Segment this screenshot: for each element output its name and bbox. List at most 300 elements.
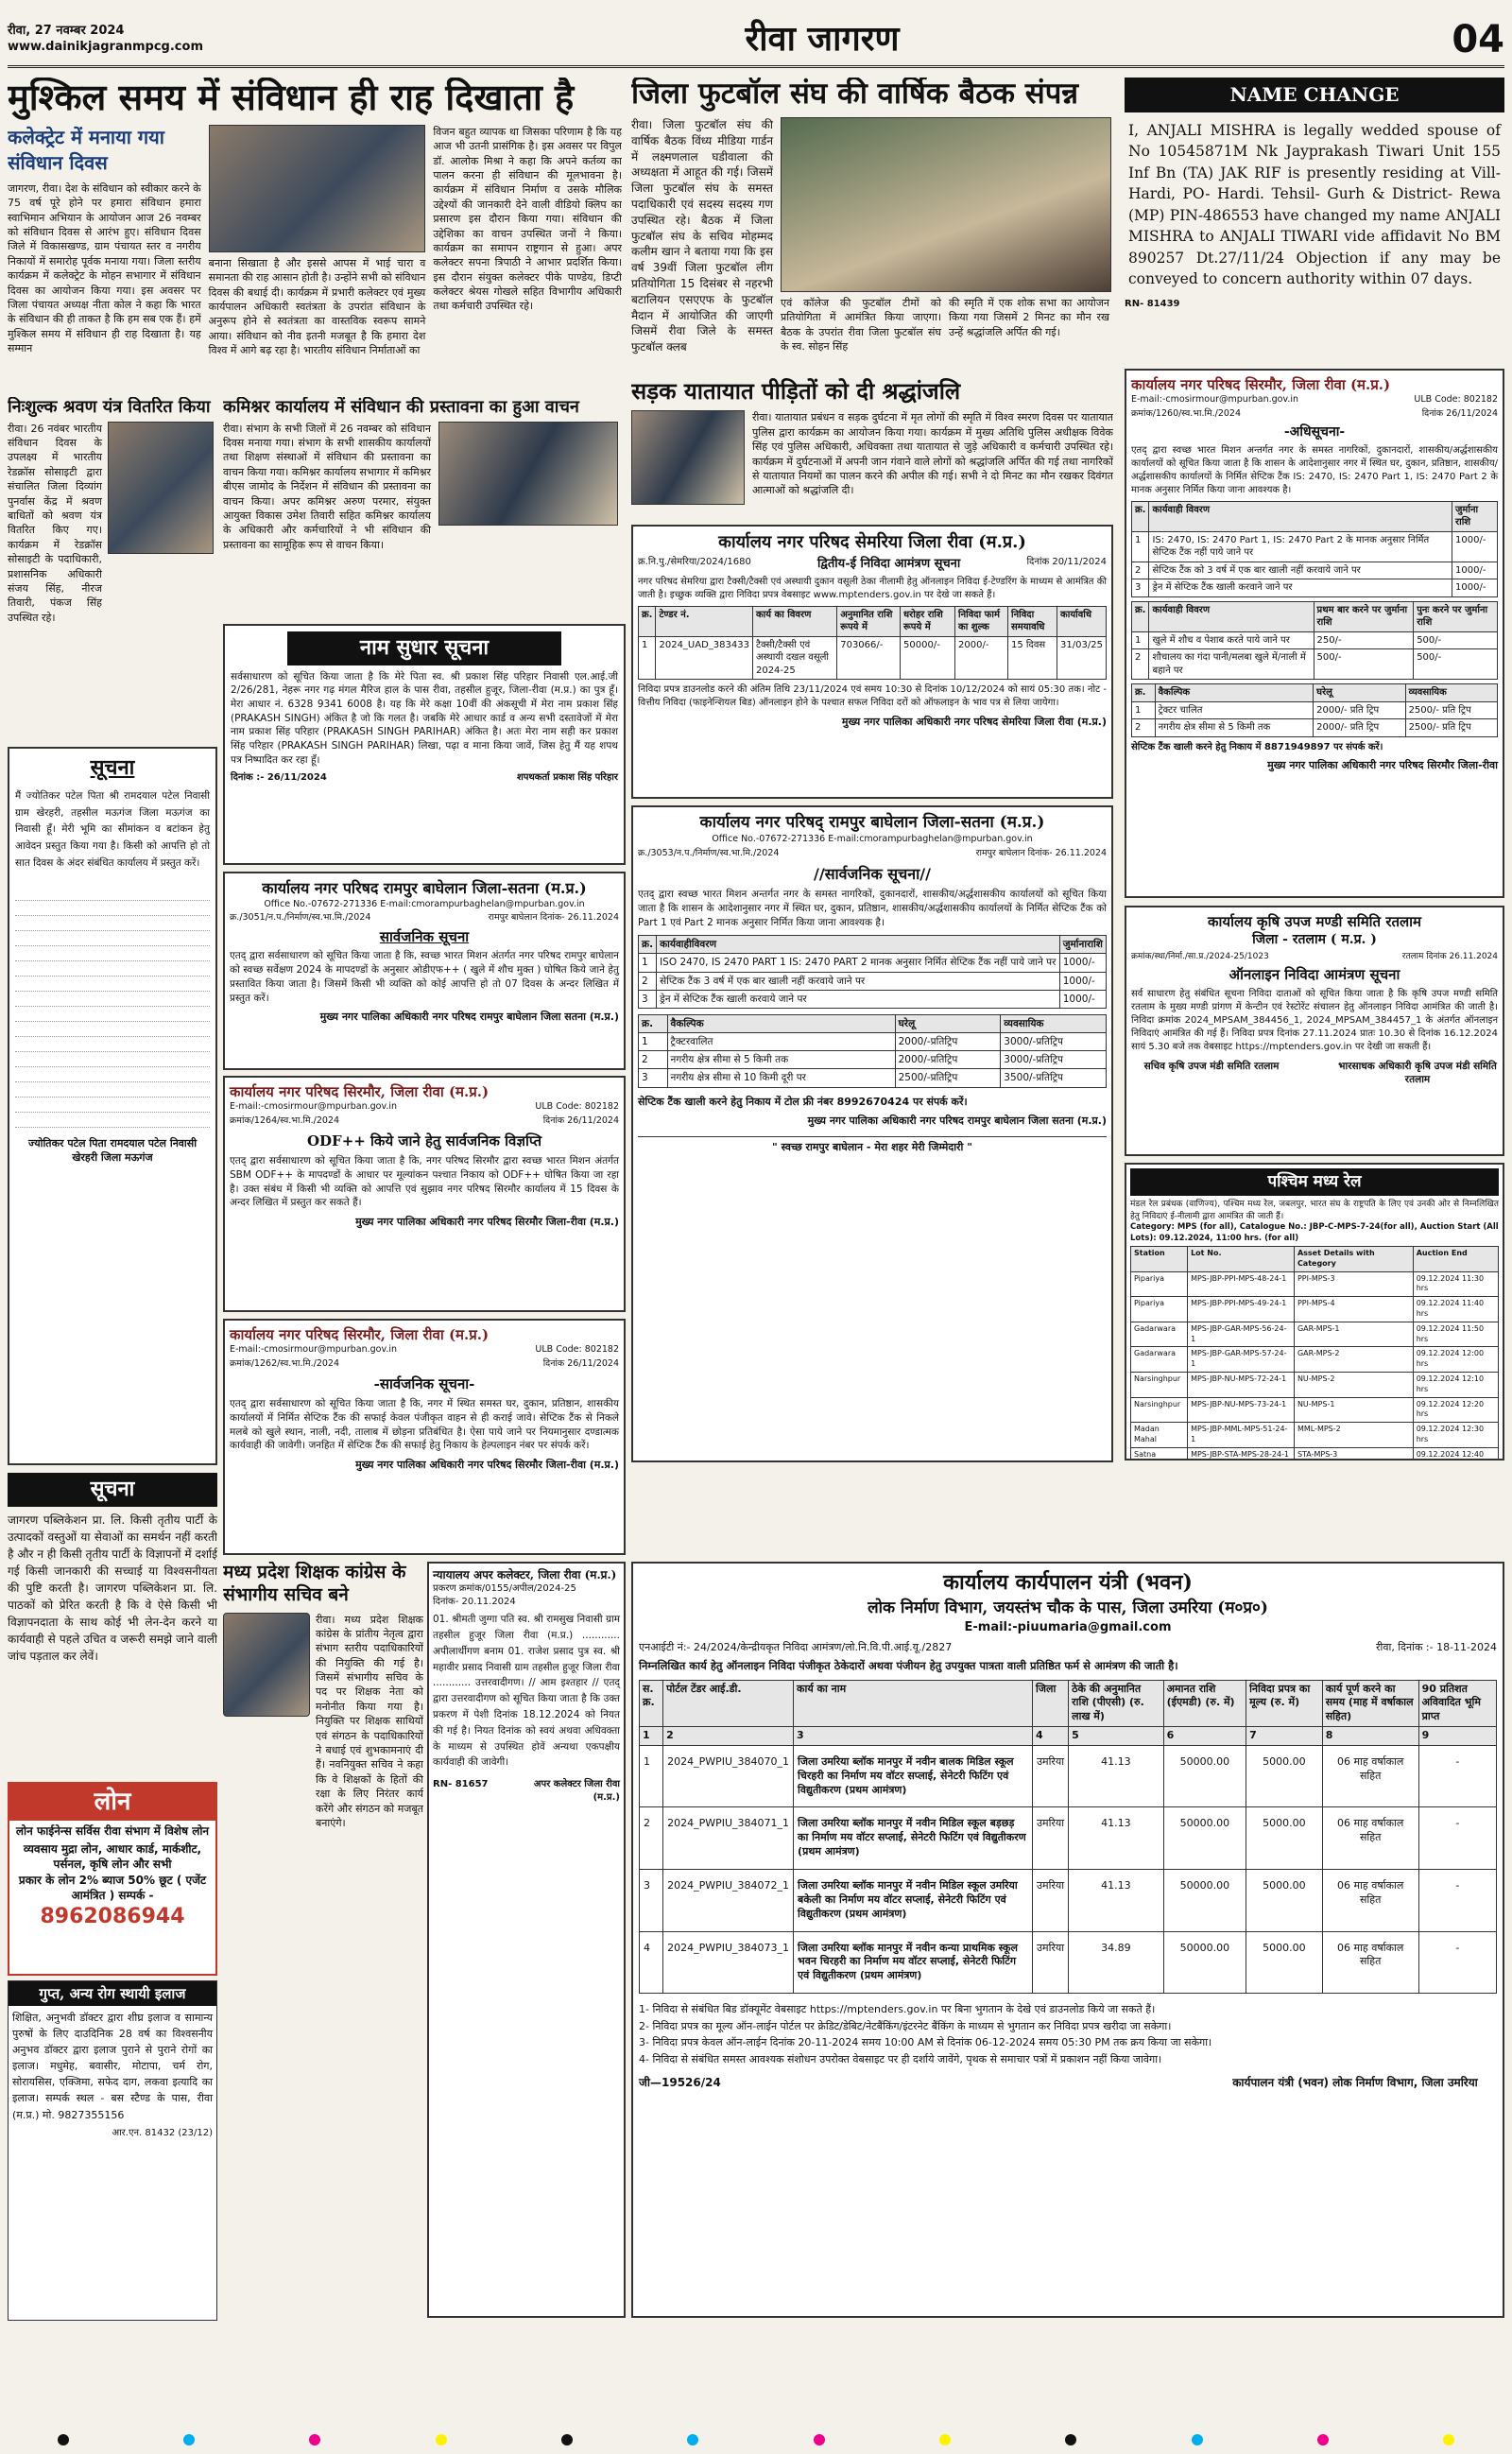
auction-table [1130,1246,1499,1460]
cell: 41.13 [1069,1745,1164,1807]
cell: 2 [639,1051,668,1069]
col-header: घरेलू [895,1014,1001,1032]
col-header: क्र. [1132,684,1156,702]
col-number: 3 [794,1727,1033,1746]
table-row [640,1745,1497,1807]
cell: उमरिया [1032,1869,1068,1931]
cell: 50000.00 [1163,1745,1246,1807]
table-row [1131,1297,1499,1322]
semariya-tender-ad [631,525,1113,799]
cell: 2500/- प्रति ट्रिप [1405,701,1497,719]
cell: 1000/- [1452,562,1498,579]
website-url[interactable]: www.dainikjagranmpcg.com [8,39,203,54]
story-hearing-aid [8,397,217,737]
cell: NU-MPS-1 [1294,1397,1413,1423]
table-row [1132,531,1498,562]
cell: MML-MPS-2 [1294,1423,1413,1448]
cell: Pipariya [1131,1271,1188,1297]
body: एतद् द्वारा सर्वसाधारण को सूचित किया जाता है कि, स्वच्छ भारत मिशन अंतर्गत नगर परिषद रामपुर बाघेलान को स्वच्छ सर्वेक्षण 2024 के मापदण्डों के अनुसार ओडीएफ++ ( खुले में शौच मुक्त ) घोषित किये जाने हेतु प्रस्तावित किया जाता है। जिसमें किसी भी व्यक्ति को कोई आपत्ति हो तो 07 दिवस के अन्दर लिखित में प्रस्तुत करें। [230,950,619,1004]
cell: 500/- [1414,631,1498,649]
notice-date: दिनांक 26/11/2024 [542,1358,619,1370]
sirmour-odf-ad [223,1076,626,1312]
col-header: निविदा फार्म का शुल्क [955,606,1008,636]
cell: नगरीय क्षेत्र सीमा से 5 किमी तक [667,1051,895,1069]
cell: 500/- [1314,649,1414,680]
table-row [640,1931,1497,1994]
cell: 1 [639,1033,668,1051]
cell: 09.12.2024 12:20 hrs [1413,1397,1498,1423]
cell: 2 [1132,562,1149,579]
cell: Narsinghpur [1131,1397,1188,1423]
cell: टैक्सी/टैक्सी एवं अस्थायी दखल वसूली 2024-25 [752,636,836,680]
registration-dot [561,2434,573,2445]
notice-date: रामपुर बाघेलान दिनांक- 26.11.2024 [975,847,1107,858]
cell: 2500/-प्रतिट्रिप [895,1069,1001,1087]
body: सर्वसाधारण को सूचित किया जाता है कि मेरे पिता स्व. श्री प्रकाश सिंह परिहार निवासी एल.आई.जी 2/26/281, नेहरू नगर गढ़ मंगल मैरिज हाल के पास रीवा, तहसील हुजूर, जिला-रीवा (म.प्र.) का पुत्र हूँ। मेरा आधार नं. 6328 9341 6008 है। यह कि मेरे कक्षा 10वीं की अंकसूची में मेरा नाम प्रकाश सिंह (PRAKASH SINGH) अंकित है जो कि गलत है। जबकि मेरे आधार कार्ड व अन्य सभी दस्तावेजों में मेरा नाम प्रकाश सिंह परिहार (PRAKASH SINGH PARIHAR) अंकित है। अतः मेरा नाम सही कर प्रकाश सिंह परिहार (PRAKASH SINGH PARIHAR) लिखा, पढ़ा व माना किया जावें, जिस हेतु मैं यह शपथ पत्र निष्पादित कर रहा हूँ। [231,670,618,766]
cell: उमरिया [1032,1931,1068,1994]
subhead: कलेक्ट्रेट में मनाया गया संविधान दिवस [8,125,164,174]
ref-number: RN- 81439 [1125,298,1180,309]
body-column-2: बनाना सिखाता है और इससे आपस में भाई चारा व समानता की राह आसान होती है। उन्होंने सभी को संविधान दिवस की बधाई दी। कार्यक्रम में प्रभारी कलेक्टर एवं मुख्य कार्यपालन अधिकारी स्वतंत्रता के उपरांत संविधान के अनुरूप होने से स्वतंत्रता का वास्तविक स्वरूप सामने आया। संविधान को नीव इतनी मजबूत है कि हमारा देश विश्व में आगे बढ़ रहा है। भारतीय संविधान निर्माताओं का [208,256,426,357]
tariff-table [1131,683,1498,737]
col-header: निविदा समयावधि [1008,606,1057,636]
table-row [639,1069,1107,1087]
story-teachers-congress [223,1562,423,2318]
ad-title: गुप्त, अन्य रोग स्थायी इलाज [9,1981,216,2006]
cell: 34.89 [1069,1931,1164,1994]
cell: 1 [640,1745,663,1807]
col-header: धरोहर राशि रूपये में [901,606,955,636]
line-2: व्यवसाय मुद्रा लोन, आधार कार्ड, मार्कशीट, पर्सनल, कृषि लोन और सभी [23,1842,202,1872]
body-column-2: एवं कॉलेज की फुटबॉल टीमों को प्रतियोगिता में आमंत्रित किया जाएगा। बैठक के उपरांत रीवा जिला फुटबॉल संघ के स्व. सोहन सिंह [781,297,941,354]
col-header: कार्यवाहीविवरण [657,936,1060,954]
body: रीवा। मध्य प्रदेश शिक्षक कांग्रेस के प्रांतीय नेतृत्व द्वारा संभाग स्तरीय पदाधिकारियों की नियुक्ति की गई है। जिसमें संभागीय सचिव के पद पर शिक्षक नेता को मनोनीत किया गया है। नियुक्ति पर शिक्षक साथियों एवं संगठन के पदाधिकारियों ने बधाई एवं शुभकामनाएं दी हैं। नवनियुक्त सचिव ने कहा कि वे शिक्षकों के हितों की रक्षा के लिए निरंतर कार्य करेंगे और संगठन को मजबूत बनाएंगे। [316,1613,423,1829]
cell: 50000.00 [1163,1807,1246,1870]
cell: Gadarwara [1131,1347,1188,1373]
story-football-meeting [631,78,1113,371]
office-name: कार्यालय नगर परिषद् रामपुर बाघेलान जिला-सतना (म.प्र.) [699,813,1045,832]
cell: 31/03/25 [1057,636,1107,680]
cell: Gadarwara [1131,1322,1188,1347]
notice-date: रामपुर बाघेलान दिनांक- 26.11.2024 [488,912,619,924]
body: सर्व साधारण हेतु संबंधित सूचना निविदा दाताओं को सूचित किया जाता है कि कृषि उपज मण्डी समिति रतलाम के मुख्य मण्डी प्रांगण में केन्टीन एवं रेस्टोरेंट संचालन हेतु ऑनलाइन निविदा आमंत्रित की जाती है। निविदा क्रमांक 2024_MPSAM_384456_1, 2024_MPSAM_384457_1 के अंतर्गत ऑनलाइन निविदाएं आमंत्रित की गई हैं। निविदा प्रपत्र दिनांक 27.11.2024 प्रातः 10.30 से दिनांक 16.12.2024 सायं 5.30 बजे तक वेबसाइट https://mptenders.gov.in पर देखी जा सकती हैं। [1131,988,1498,1052]
table-row [1132,562,1498,579]
col-number: 9 [1418,1727,1496,1746]
cell: MPS-JBP-MML-MPS-51-24-1 [1188,1423,1295,1448]
body: शिक्षित, अनुभवी डॉक्टर द्वारा शीघ्र इलाज व सामान्य पुरुषों के लिए दाउदिनिक 28 वर्ष का विश्वसनीय अनुभव डॉक्टर द्वारा इलाज पुराने से पुराने रोगों का इलाज। मधुमेह, बवासीर, मोटापा, चर्म रोग, सोरायसिस, एक्जिमा, सफेद दाग, लकवा इत्यादि का इलाज। सम्पर्क स्थल - बस स्टैण्ड के पास, रीवा (म.प्र.) मो. 9827355156 [12,2012,213,2121]
notice-title: सूचना [8,1473,217,1507]
col-header: वैकल्पिक [1155,684,1314,702]
cell: 2500/- प्रति ट्रिप [1405,719,1497,737]
col-header: निविदा प्रपत्र का मूल्य (रु. में) [1246,1680,1323,1727]
registration-dot [309,2434,320,2445]
cell: PPI-MPS-3 [1294,1271,1413,1297]
cell: 2000/-प्रतिट्रिप [895,1051,1001,1069]
story-constitution-day [8,78,622,389]
notice-title: ODF++ किये जाने हेतु सार्वजनिक विज्ञप्ति [306,1132,542,1149]
body-column-1: रीवा। जिला फुटबॉल संघ की वार्षिक बैठक विंध्य मीडिया गार्डन में लक्ष्मणलाल घडीवाला की अध्यक्षता में आहूत की गई। जिसमें जिला फुटबॉल संघ के समस्त पदाधिकारी एवं सदस्य सदस्य गण उपस्थित रहे। बैठक में जिला फुटबॉल संघ के सचिव मोहम्मद कलीम खान ने बताया गया कि इस वर्ष 39वीं जिला फुटबॉल लीग प्रतियोगिता 15 दिसंबर से नहरभी बटालियन एसएएफ के फुटबॉल मैदान में आयोजित की जाएगी जिसमें रीवा जिले के समस्त फुटबॉल क्लब [631,118,773,354]
registration-dot [1065,2434,1076,2445]
cell: 2 [640,1807,663,1870]
cell: उमरिया [1032,1745,1068,1807]
cell: 09.12.2024 12:30 hrs [1413,1423,1498,1448]
cell: NU-MPS-2 [1294,1373,1413,1398]
cell: 41.13 [1069,1807,1164,1870]
office-name: कार्यालय कार्यपालन यंत्री (भवन) [943,1570,1193,1595]
body: एतद् द्वारा स्वच्छ भारत मिशन अन्तर्गत नगर के समस्त नागरिकों, दुकानदारों, शासकीय/अर्द्धशासकीय कार्यालयों को सूचित किया जाता है कि शासन के आदेशानुसार नगर में स्थित घर, दुकान, प्रतिष्ठान, शासकीय/अर्द्धशासकीय कार्यालयों के निर्मित सेप्टिक टैंक IS: 2470, IS: 2470 Part 1, IS: 2470 Part 2 के मानक अनुसार निर्मित किया जाना आवश्यक है। [1131,444,1498,495]
cell: Madan Mahal [1131,1423,1188,1448]
pwd-tender-ad [631,1562,1504,2318]
ulb-code: ULB Code: 802182 [535,1101,619,1113]
ref-number: क्रमांक/स्था/निर्मा./सा.प्र./2024-25/1023 [1131,952,1269,962]
cell: 5000.00 [1246,1931,1323,1994]
phone-number[interactable]: 8962086944 [40,1905,185,1929]
col-header: Asset Details with Category [1294,1247,1413,1272]
cell: 06 माह वर्षाकाल सहित [1322,1869,1418,1931]
signature: ज्योतिकर पटेल पिता रामदयाल पटेल निवासी खेरहरी जिला मऊगंज [27,1136,198,1164]
slogan: " स्वच्छ रामपुर बाघेलान - मेरा शहर मेरी जिम्मेदारी " [638,1136,1107,1155]
body: मैं ज्योतिकर पटेल पिता श्री रामदयाल पटेल निवासी ग्राम खेरहरी, तहसील मऊगंज जिला मऊगंज का निवासी हूँ। मेरी भूमि का सीमांकन व बटांकन हेतु आवेदन प्रस्तुत किया गया है। किसी को आपत्ति हो तो सात दिवस के अंदर संबंधित कार्यालय में प्रस्तुत करें। [15,789,210,870]
cell: 50000.00 [1163,1931,1246,1994]
filler-lines [15,886,210,1128]
registration-dot [1317,2434,1329,2445]
office-name: कार्यालय नगर परिषद सिरमौर, जिला रीवा (म.प्र.) [230,1326,490,1343]
body-column-3: की स्मृति में एक शोक सभा का आयोजन किया गया जिसमें 2 मिनट का मौन रख उन्हें श्रद्धांजलि अर्पित की गई। [949,297,1109,338]
cell: 2000/-प्रतिट्रिप [895,1033,1001,1051]
notice-date: दिनांक 26/11/2024 [542,1115,619,1127]
col-header: Lot No. [1188,1247,1295,1272]
table-row [640,1807,1497,1870]
cell: 3000/-प्रतिट्रिप [1001,1033,1107,1051]
name-change-body: I, ANJALI MISHRA is legally wedded spouse of No 10545871M Nk Jayprakash Tiwari Unit 155 Inf Bn (TA) JAK RIF is presently residing at Vill-Hardi, PO- Hardi. Tehsil- Gurh & District- Rewa (MP) PIN-486553 have changed my name ANJALI MISHRA to ANJALI TIWARI vide affidavit No BM 890257 Dt.27/11/24 Objection if any may be conveyed to concern authority within 07 days. [1128,122,1501,288]
col-header: क्र. [1132,601,1149,631]
col-header: कार्यवाही विवरण [1149,601,1314,631]
name-change-title: NAME CHANGE [1125,78,1504,112]
col-header: व्यवसायिक [1001,1014,1107,1032]
name-correction-ad [223,624,626,865]
notice-title: //सार्वजनिक सूचना// [814,864,931,883]
tender-id-cell: 2024_UAD_383433 [656,636,752,680]
headline: जिला फुटबॉल संघ की वार्षिक बैठक संपन्न [631,78,1078,111]
line-1: लोन फाईनेन्स सर्विस रीवा संभाग में विशेष लोन [15,1824,210,1839]
col-header: घरेलू [1314,684,1405,702]
table-row [1131,1423,1499,1448]
cell: ड्रेन में सेप्टिक टैंक खाली करवाये जाने पर [657,990,1060,1008]
email[interactable]: E-mail:-cmosirmour@mpurban.gov.in [230,1101,398,1113]
col-header: पोर्टल टेंडर आई.डी. [663,1680,794,1727]
cell: 500/- [1414,649,1498,680]
ref-number-2: जी—19526/24 [639,2076,721,2090]
print-registration-strip [0,2431,1512,2448]
cell: MPS-JBP-NU-MPS-73-24-1 [1188,1397,1295,1423]
table-row [639,954,1107,972]
note-item: 4- निविदा से संबंधित समस्त आवश्यक संशोधन उपरोक्त वेबसाइट पर ही दर्शाये जावेंगे, पृथक से समाचार पत्रों में प्रकाशन नहीं किया जावेगा। [639,2052,1162,2065]
cell: 2000/- [955,636,1008,680]
cell: 3500/-प्रतिट्रिप [1001,1069,1107,1087]
registration-dot [1192,2434,1203,2445]
cell: 3 [1132,579,1149,597]
tender-table [638,606,1107,681]
cell: 4 [640,1931,663,1994]
cell: 41.13 [1069,1869,1164,1931]
col-header: कार्य पूर्ण करने का समय (माह में वर्षाकाल सहित) [1322,1680,1418,1727]
intro: नगर परिषद सेमरिया द्वारा टैक्सी/टैक्सी एवं अस्थायी दुकान वसूली ठेका नीलामी हेतु ऑनलाइन निविदा ई-टेण्डरिंग के माध्यम से आमंत्रित की जाती है। इच्छुक व्यक्ति द्वारा निविदा प्रपत्र वेबसाइट www.mptenders.gov.in पर देखे जा सकते हैं। [638,576,1107,600]
body: रीवा। संभाग के सभी जिलों में 26 नवम्बर को संविधान दिवस मनाया गया। संभाग के सभी शासकीय कार्यालयों तथा शिक्षण संस्थाओं में संविधान की प्रस्तावना का वाचन किया गया। कमिश्नर कार्यालय सभागार में कमिश्नर बीएस जामोद के निर्देशन में संविधान की प्रस्तावना का वाचन किया। अपर कमिश्नर अरुण परमार, संयुक्त आयुक्त विकास उमेश तिवारी सहित कमिश्नर कार्यालय के अधिकारी और कर्मचारियों ने भी संविधान की प्रस्तावना का सामूहिक रूप से वाचन किया। [223,422,431,551]
ratlam-tender-ad [1125,906,1504,1156]
sirmour-notification-ad [1125,369,1504,898]
cell: 09.12.2024 11:30 hrs [1413,1271,1498,1297]
tender-id-cell: 2024_PWPIU_384073_1 [663,1931,794,1994]
col-header: जुर्मानाराशि [1059,936,1106,954]
cell: 1 [1132,531,1149,562]
sirmour-public-notice-ad [223,1319,626,1555]
body: एतद् द्वारा सर्वसाधारण को सूचित किया जाता है कि, नगर परिषद सिरमौर द्वारा स्वच्छ भारत मिशन अंतर्गत SBM ODF++ के मापदण्डों के आधार पर मूल्यांकन पश्चात निकाय को ODF++ घोषित किया जा रहा है। उक्त संबंध में किसी भी व्यक्ति को आपत्ति एवं सुझाव नगर परिषद सिरमौर कार्यालय में 15 दिवस के अन्दर लिखित में प्रस्तुत कर सकते हैं। [230,1155,619,1209]
cell: जिला उमरिया ब्लॉक मानपुर में नवीन कन्या प्राथमिक स्कूल भवन चिरहरी का निर्माण मय वॉटर सप्लाई, सेनेटरी फिटिंग एवं विद्युतीकरण (प्रथम आमंत्रण) [794,1931,1033,1994]
cell: STA-MPS-3 [1294,1447,1413,1460]
col-header: अनुमानित राशि रूपये में [837,606,901,636]
tribute-photo [631,410,745,505]
note-item: 1- निविदा से संबंधित बिड डॉक्यूमेंट वेबसाइट https://mptenders.gov.in पर बिना भुगतान के देखे एवं डाउनलोड किये जा सकते हैं। [639,2003,1156,2016]
office-name: कार्यालय नगर परिषद रामपुर बाघेलान जिला-सतना (म.प्र.) [262,879,587,897]
col-header: वैकल्पिक [667,1014,895,1032]
cell: GAR-MPS-2 [1294,1347,1413,1373]
cell: 1000/- [1452,579,1498,597]
table-row [1132,631,1498,649]
col-header: पुनः करने पर जुर्माना राशि [1414,601,1498,631]
registration-dot [58,2434,69,2445]
table-row [1132,579,1498,597]
note-item: 2- निविदा प्रपत्र का मूल्य ऑन-लाईन पोर्टल पर क्रेडिट/डेबिट/नेटबैंकिंग/इंटरनेट बैंकिंग के माध्यम से भुगतान कर निविदा प्रपत्र खरीदा जा सकेगा। [639,2019,1172,2032]
line-3: प्रकार के लोन 2% ब्याज 50% छूट ( एजेंट आमंत्रित ) सम्पर्क - [18,1873,207,1902]
cell: MPS-JBP-GAR-MPS-56-24-1 [1188,1322,1295,1347]
ref-number: क्रमांक/1260/स्व.भा.मि./2024 [1131,408,1242,420]
cell: Pipariya [1131,1297,1188,1322]
cell: नगरीय क्षेत्र सीमा से 5 किमी तक [1155,719,1314,737]
signature-officer: भारसाधक अधिकारी कृषि उपज मंडी समिति रतलाम [1338,1060,1497,1085]
table-row [1131,1271,1499,1297]
contact[interactable]: Office No.-07672-271336 E-mail:cmorampurbaghelan@mpurban.gov.in [712,833,1033,844]
office-name: कार्यालय कृषि उपज मण्डी समिति रतलाम [1207,913,1422,930]
table-row [1131,1322,1499,1347]
col-number: 1 [640,1727,663,1746]
cell: ISO 2470, IS 2470 PART 1 IS: 2470 PART 2 मानक अनुसार निर्मित सेप्टिक टैंक नहीं पाये जाने पर [657,954,1060,972]
fine-table [638,935,1107,1009]
headline: निःशुल्क श्रवण यंत्र वितरित किया [8,397,211,417]
notice-date: रीवा, दिनांक :- 18-11-2024 [1376,1641,1497,1654]
cell: 1 [639,954,657,972]
col-header: Auction End [1413,1247,1498,1272]
distribution-photo [108,422,214,554]
cell: - [1418,1807,1496,1870]
cell: शौचालय का गंदा पानी/मलबा खुले में/नाली में बहाने पर [1149,649,1314,680]
helpline: सेप्टिक टैंक खाली करने हेतु निकाय में टोल फ्री नंबर 8992670424 पर संपर्क करें। [638,1095,968,1108]
ref-number: RN- 81657 [433,1779,489,1790]
cell: MPS-JBP-PPI-MPS-49-24-1 [1188,1297,1295,1322]
cell: 09.12.2024 11:40 hrs [1413,1297,1498,1322]
cell: ट्रैक्टरवालित [667,1033,895,1051]
loan-ad [8,1782,217,1976]
tender-id-cell: 2024_PWPIU_384072_1 [663,1869,794,1931]
body: जागरण पब्लिकेशन प्रा. लि. किसी तृतीय पार्टी के उत्पादकों वस्तुओं या सेवाओं का समर्थन नहीं करती है और न ही किसी तृतीय पार्टी के विज्ञापनों में दर्शाई गई किसी जानकारी की सच्चाई या विश्वसनीयता की पुष्टि करती है। जागरण पब्लिकेशन प्रा. लि. पाठकों को प्रेरित करती है कि वे ऐसे किसी भी विज्ञापनदाता के साथ कोई भी लेन-देन करने या कार्यवाही से पहले उचित व जरूरी समझे जाने वाली जांच पड़ताल कर लेवें। [8,1512,217,1663]
ref-number: आर.एन. 81432 (23/12) [112,2127,213,2138]
notice-date: रतलाम दिनांक 26.11.2024 [1401,952,1498,962]
cell: 50000/- [901,636,955,680]
col-header: जुर्माना राशि [1452,501,1498,531]
signature: अपर कलेक्टर जिला रीवा (म.प्र.) [533,1779,620,1803]
headline: मध्य प्रदेश शिक्षक कांग्रेस के संभागीय सचिव बने [223,1562,406,1605]
cell: PPI-MPS-4 [1294,1297,1413,1322]
table-row [1131,1373,1499,1398]
cell: 3000/-प्रतिट्रिप [1001,1051,1107,1069]
headline: मुश्किल समय में संविधान ही राह दिखाता है [8,78,575,118]
date-line: रीवा, 27 नवम्बर 2024 [8,24,125,39]
signature: मुख्य नगर पालिका अधिकारी नगर परिषद रामपुर बाघेलान जिला सतना (म.प्र.) [807,1115,1107,1128]
notice-title: द्वितीय-ई निविदा आमंत्रण सूचना [817,557,961,572]
story-road-victims [631,376,1113,518]
cell: 1 [1132,701,1156,719]
col-header: अमानत राशि (ईएमडी) (रु. में) [1163,1680,1246,1727]
notice-date: दिनांक 20/11/2024 [1026,557,1107,568]
cell: नगरीय क्षेत्र सीमा से 10 किमी दूरी पर [667,1069,895,1087]
signature: मुख्य नगर पालिका अधिकारी नगर परिषद रामपुर बाघेलान जिला सतना (म.प्र.) [319,1011,619,1024]
registration-dot [687,2434,698,2445]
table-row [1131,1347,1499,1373]
email[interactable]: E-mail:-piuumaria@gmail.com [964,1619,1172,1634]
body: रीवा। 26 नवंबर भारतीय संविधान दिवस के उपलक्ष्य में भारतीय रेडक्रॉस सोसाइटी द्वारा संचालित जिला दिव्यांग पुनर्वास केंद्र में श्रवण बाधितों को श्रवण यंत्र वितरित किए गए। कार्यक्रम में रेडक्रॉस सोसाइटी के पदाधिकारी, प्रशासनिक अधिकारी संजय सिंह, नीरज तिवारी, पंकज सिंह उपस्थित रहे। [8,422,102,624]
col-header: प्रथम बार करने पर जुर्माना राशि [1314,601,1414,631]
cell: MPS-JBP-NU-MPS-72-24-1 [1188,1373,1295,1398]
ulb-code: ULB Code: 802182 [1414,394,1498,406]
office-sub: लोक निर्माण विभाग, जयस्तंभ चौक के पास, जिला उमरिया (म०प्र०) [868,1598,1268,1617]
cell: 3 [639,1069,668,1087]
cell: 2 [639,972,657,990]
signature: मुख्य नगर पालिका अधिकारी नगर परिषद सिरमौर जिला-रीवा (म.प्र.) [355,1458,619,1471]
tender-id-cell: 2024_PWPIU_384071_1 [663,1807,794,1870]
cell: जिला उमरिया ब्लॉक मानपुर में नवीन मिडिल स्कूल उमरिया बकेली का निर्माण मय वॉटर सप्लाई, सेनेटरी फिटिंग एवं विद्युतीकरण (प्रथम आमंत्रण) [794,1869,1033,1931]
headline: कमिश्नर कार्यालय में संविधान की प्रस्तावना का हुआ वाचन [223,397,579,417]
table-row [1132,649,1498,680]
office-name: कार्यालय नगर परिषद सेमरिया जिला रीवा (म.प्र.) [718,532,1026,552]
cell: 09.12.2024 11:50 hrs [1413,1322,1498,1347]
cell: 2 [1132,719,1156,737]
table-row [639,1051,1107,1069]
cell: उमरिया [1032,1807,1068,1870]
cell: 1000/- [1059,954,1106,972]
cell: जिला उमरिया ब्लॉक मानपुर में नवीन बालक मिडिल स्कूल चिरहरी का निर्माण मय वॉटर सप्लाई, सेनेटरी फिटिंग एवं विद्युतीकरण (प्रथम आमंत्रण) [794,1745,1033,1807]
rampur-public-notice-ad [223,872,626,1070]
email[interactable]: E-mail:-cmosirmour@mpurban.gov.in [230,1344,398,1356]
cell: सेप्टिक टैंक 3 वर्ष में एक बार खाली नहीं करवाये जाने पर [657,972,1060,990]
cell: 1 [639,636,656,680]
cell: IS: 2470, IS: 2470 Part 1, IS: 2470 Part 2 के मानक अनुसार निर्मित सेप्टिक टैंक नहीं पाये जाने पर [1149,531,1452,562]
cell: 1000/- [1452,531,1498,562]
helpline: सेप्टिक टैंक खाली करने हेतु निकाय में 8871949897 पर संपर्क करें। [1131,741,1383,752]
col-header: कार्यावधि [1057,606,1107,636]
cell: 1000/- [1059,990,1106,1008]
notice-left-ad [8,747,217,1465]
contact[interactable]: Office No.-07672-271336 E-mail:cmorampurbaghelan@mpurban.gov.in [264,898,585,909]
table-row [639,636,1107,680]
cell: ड्रेन में सेप्टिक टैंक खाली करवाने जाने पर [1149,579,1452,597]
col-number: 7 [1246,1727,1323,1746]
portrait-photo [223,1613,310,1717]
signature: मुख्य नगर पालिका अधिकारी नगर परिषद सेमरिया जिला रीवा (म.प्र.) [841,716,1107,729]
cell: सेप्टिक टैंक को 3 वर्ष में एक बार खाली नहीं करवाये जाने पर [1149,562,1452,579]
table-row [640,1869,1497,1931]
cell: 1000/- [1059,972,1106,990]
cell: - [1418,1745,1496,1807]
ulb-code: ULB Code: 802182 [535,1344,619,1356]
body: 01. श्रीमती जुग्गा पति स्व. श्री रामसुख निवासी ग्राम तहसील हुजूर जिला रीवा (म.प्र.) ............ अपीलार्थीगण बनाम 01. राजेश प्रसाद पुत्र स्व. श्री महावीर प्रसाद निवासी ग्राम तहसील हुजूर जिला रीवा ............ उत्तरवादीगण। // आम इश्तहार // एतद् द्वारा उत्तरवादीगण को सूचित किया जाता है कि उक्त प्रकरण में पेशी दिनांक 18.12.2024 को नियत की गई है। नियत दिनांक को स्वयं अथवा अधिवक्ता के माध्यम से उपस्थित होवें अन्यथा एकपक्षीय कार्यवाही की जावेगी। [433,1614,620,1769]
signature: मुख्य नगर पालिका अधिकारी नगर परिषद सिरमौर जिला-रीवा [1267,759,1498,772]
col-header: व्यवसायिक [1405,684,1497,702]
cell: MPS-JBP-PPI-MPS-48-24-1 [1188,1271,1295,1297]
notice-title: सार्वजनिक सूचना [379,928,470,946]
table-row [1131,1397,1499,1423]
body-column-3: विजन बहुत व्यापक था जिसका परिणाम है कि यह आज भी उतनी प्रासंगिक है। इस अवसर पर विपुल डॉ. आलोक मिश्रा ने कहा कि अपने कर्तव्य का पालन करना ही संविधान की मूलभावना है। कार्यक्रम में संविधान निर्माण व उसके मौलिक उद्देश्यों की जानकारी देने वाली वीडियो क्लिप का प्रसारण इस दौरान किया गया। संविधान की उद्देशिका का वाचन उपस्थित जनों ने किया। कार्यक्रम का समापन राष्ट्रगान से हुआ। अपर कलेक्टर सपना त्रिपाठी ने आभार प्रदर्शित किया। इस दौरान संयुक्त कलेक्टर पीके पाण्डेय, डिप्टी कलेक्टर श्रेयस गोखले सहित विभागीय अधिकारी तथा कर्मचारी उपस्थित रहे। [433,125,622,313]
office-name: कार्यालय नगर परिषद सिरमौर, जिला रीवा (म.प्र.) [230,1083,490,1100]
notice-title: -सार्वजनिक सूचना- [373,1374,475,1392]
name-change-ad [1125,78,1504,363]
reading-photo [438,422,618,526]
col-number: 6 [1163,1727,1246,1746]
event-photo [209,125,426,252]
col-header: टेण्डर नं. [656,606,752,636]
masthead-left [8,24,291,55]
col-header: क्र. [1132,501,1149,531]
masthead-title: रीवा जागरण [745,19,900,60]
col-header: कार्यवाही विवरण [1149,501,1452,531]
cell: 3 [640,1869,663,1931]
cell: 5000.00 [1246,1745,1323,1807]
cell: 06 माह वर्षाकाल सहित [1322,1745,1418,1807]
ref-number: क्र.नि.पु./सेमरिया/2024/1680 [638,557,751,568]
clinic-ad [8,1980,217,2321]
notice-title: पश्चिम मध्य रेल [1130,1168,1499,1196]
cell: 5000.00 [1246,1869,1323,1931]
col-header: कार्य का विवरण [752,606,836,636]
cell: MPS-JBP-STA-MPS-28-24-1 [1188,1447,1295,1460]
table-row [1132,719,1498,737]
col-header: Station [1131,1247,1188,1272]
disclaimer-notice [8,1473,217,1773]
cell: 50000.00 [1163,1869,1246,1931]
registration-dot [436,2434,447,2445]
signature: मुख्य नगर पालिका अधिकारी नगर परिषद सिरमौर जिला-रीवा (म.प्र.) [355,1215,619,1228]
catalogue-line: Category: MPS (for all), Catalogue No.: JBP-C-MPS-7-24(for all), Auction Start (All Lots): 09.12.2024, 11:00 hrs. (for all) [1130,1222,1499,1243]
ref-number: क्रमांक/1264/स्व.भा.मि./2024 [230,1115,340,1127]
penalty-table [1131,601,1498,681]
email[interactable]: E-mail:-cmosirmour@mpurban.gov.in [1131,394,1299,406]
cell: 09.12.2024 12:40 [1413,1447,1498,1460]
signature: शपथकर्ता प्रकाश सिंह परिहार [516,771,618,783]
cell: 703066/- [837,636,901,680]
col-number: 8 [1322,1727,1418,1746]
notes-list [639,2001,1497,2067]
notice-title: नाम सुधार सूचना [287,631,561,665]
cell: 15 दिवस [1008,636,1057,680]
cell: 5000.00 [1246,1807,1323,1870]
cell: 09.12.2024 12:00 hrs [1413,1347,1498,1373]
ad-title: लोन [9,1784,215,1821]
ref-number: क्र./3051/न.प./निर्माण/स्व.भा.मि./2024 [230,912,371,924]
fine-table [1131,501,1498,597]
tender-id-cell: 2024_PWPIU_384070_1 [663,1745,794,1807]
signature: कार्यपालन यंत्री (भवन) लोक निर्माण विभाग, जिला उमरिया [1232,2076,1478,2090]
col-number: 5 [1069,1727,1164,1746]
cell: 06 माह वर्षाकाल सहित [1322,1807,1418,1870]
notice-date: दिनांक :- 26/11/2024 [231,771,327,783]
